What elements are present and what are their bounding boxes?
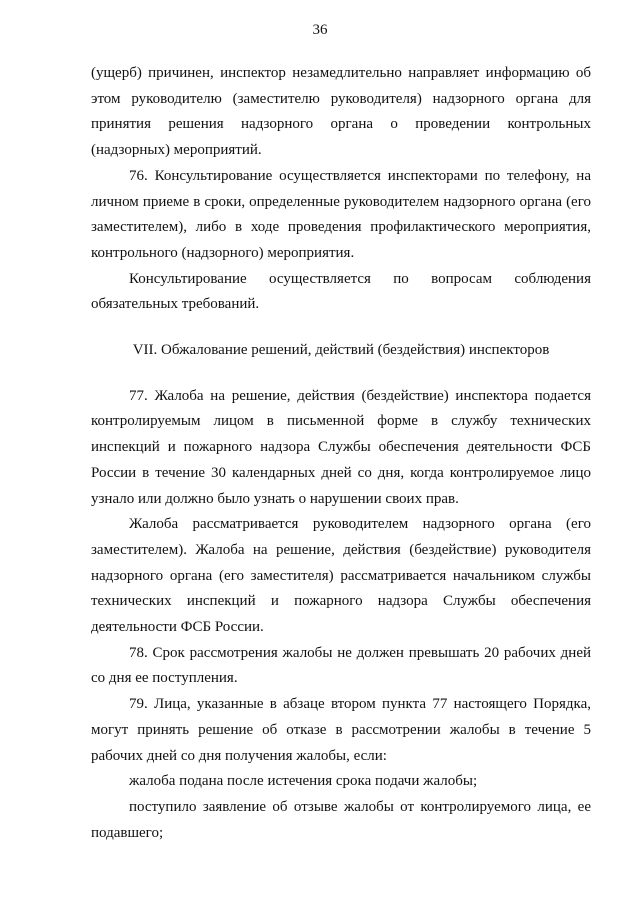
section-heading: VII. Обжалование решений, действий (бездействия) инспекторов bbox=[132, 342, 550, 359]
paragraph-consultation-scope: Консультирование осуществляется по вопросам соблюдения обязательных требований. bbox=[91, 270, 591, 313]
page-number: 36 bbox=[312, 22, 328, 38]
paragraph-continuation: (ущерб) причинен, инспектор незамедлительно направляет информацию об этом руководителю (заместителю руководителя) надзорного органа для принятия решения надзорного органа о проведении контрольных (надзорных) мероприятий. bbox=[91, 65, 591, 159]
paragraph-77: 77. Жалоба на решение, действия (бездействие) инспектора подается контролируемым лицом в письменной форме в службу технических инспекций и пожарного надзора Службы обеспечения деятельности ФСБ России в течение 30 календарных дней со дня, когда контролируемое лицо узнало или должно было узнать о нарушении своих прав. bbox=[91, 387, 591, 507]
paragraph-79-item-1: жалоба подана после истечения срока подачи жалобы; bbox=[129, 773, 478, 790]
paragraph-79-item-2: поступило заявление об отзыве жалобы от контролируемого лица, ее подавшего; bbox=[91, 798, 591, 841]
paragraph-76: 76. Консультирование осуществляется инспекторами по телефону, на личном приеме в сроки, определенные руководителем надзорного органа (его заместителем), либо в ходе проведения профилактического мероприятия, контрольного (надзорного) мероприятия. bbox=[91, 167, 591, 261]
paragraph-78: 78. Срок рассмотрения жалобы не должен превышать 20 рабочих дней со дня ее поступления. bbox=[91, 644, 591, 687]
paragraph-79: 79. Лица, указанные в абзаце втором пункта 77 настоящего Порядка, могут принять решение об отказе в рассмотрении жалобы в течение 5 рабочих дней со дня получения жалобы, если: bbox=[91, 696, 591, 764]
document-body bbox=[91, 61, 591, 846]
paragraph-complaint-review: Жалоба рассматривается руководителем надзорного органа (его заместителем). Жалоба на решение, действия (бездействие) руководителя надзорного органа (его заместителя) рассматривается начальником службы технических инспекций и пожарного надзора Службы обеспечения деятельности ФСБ России. bbox=[91, 516, 591, 636]
